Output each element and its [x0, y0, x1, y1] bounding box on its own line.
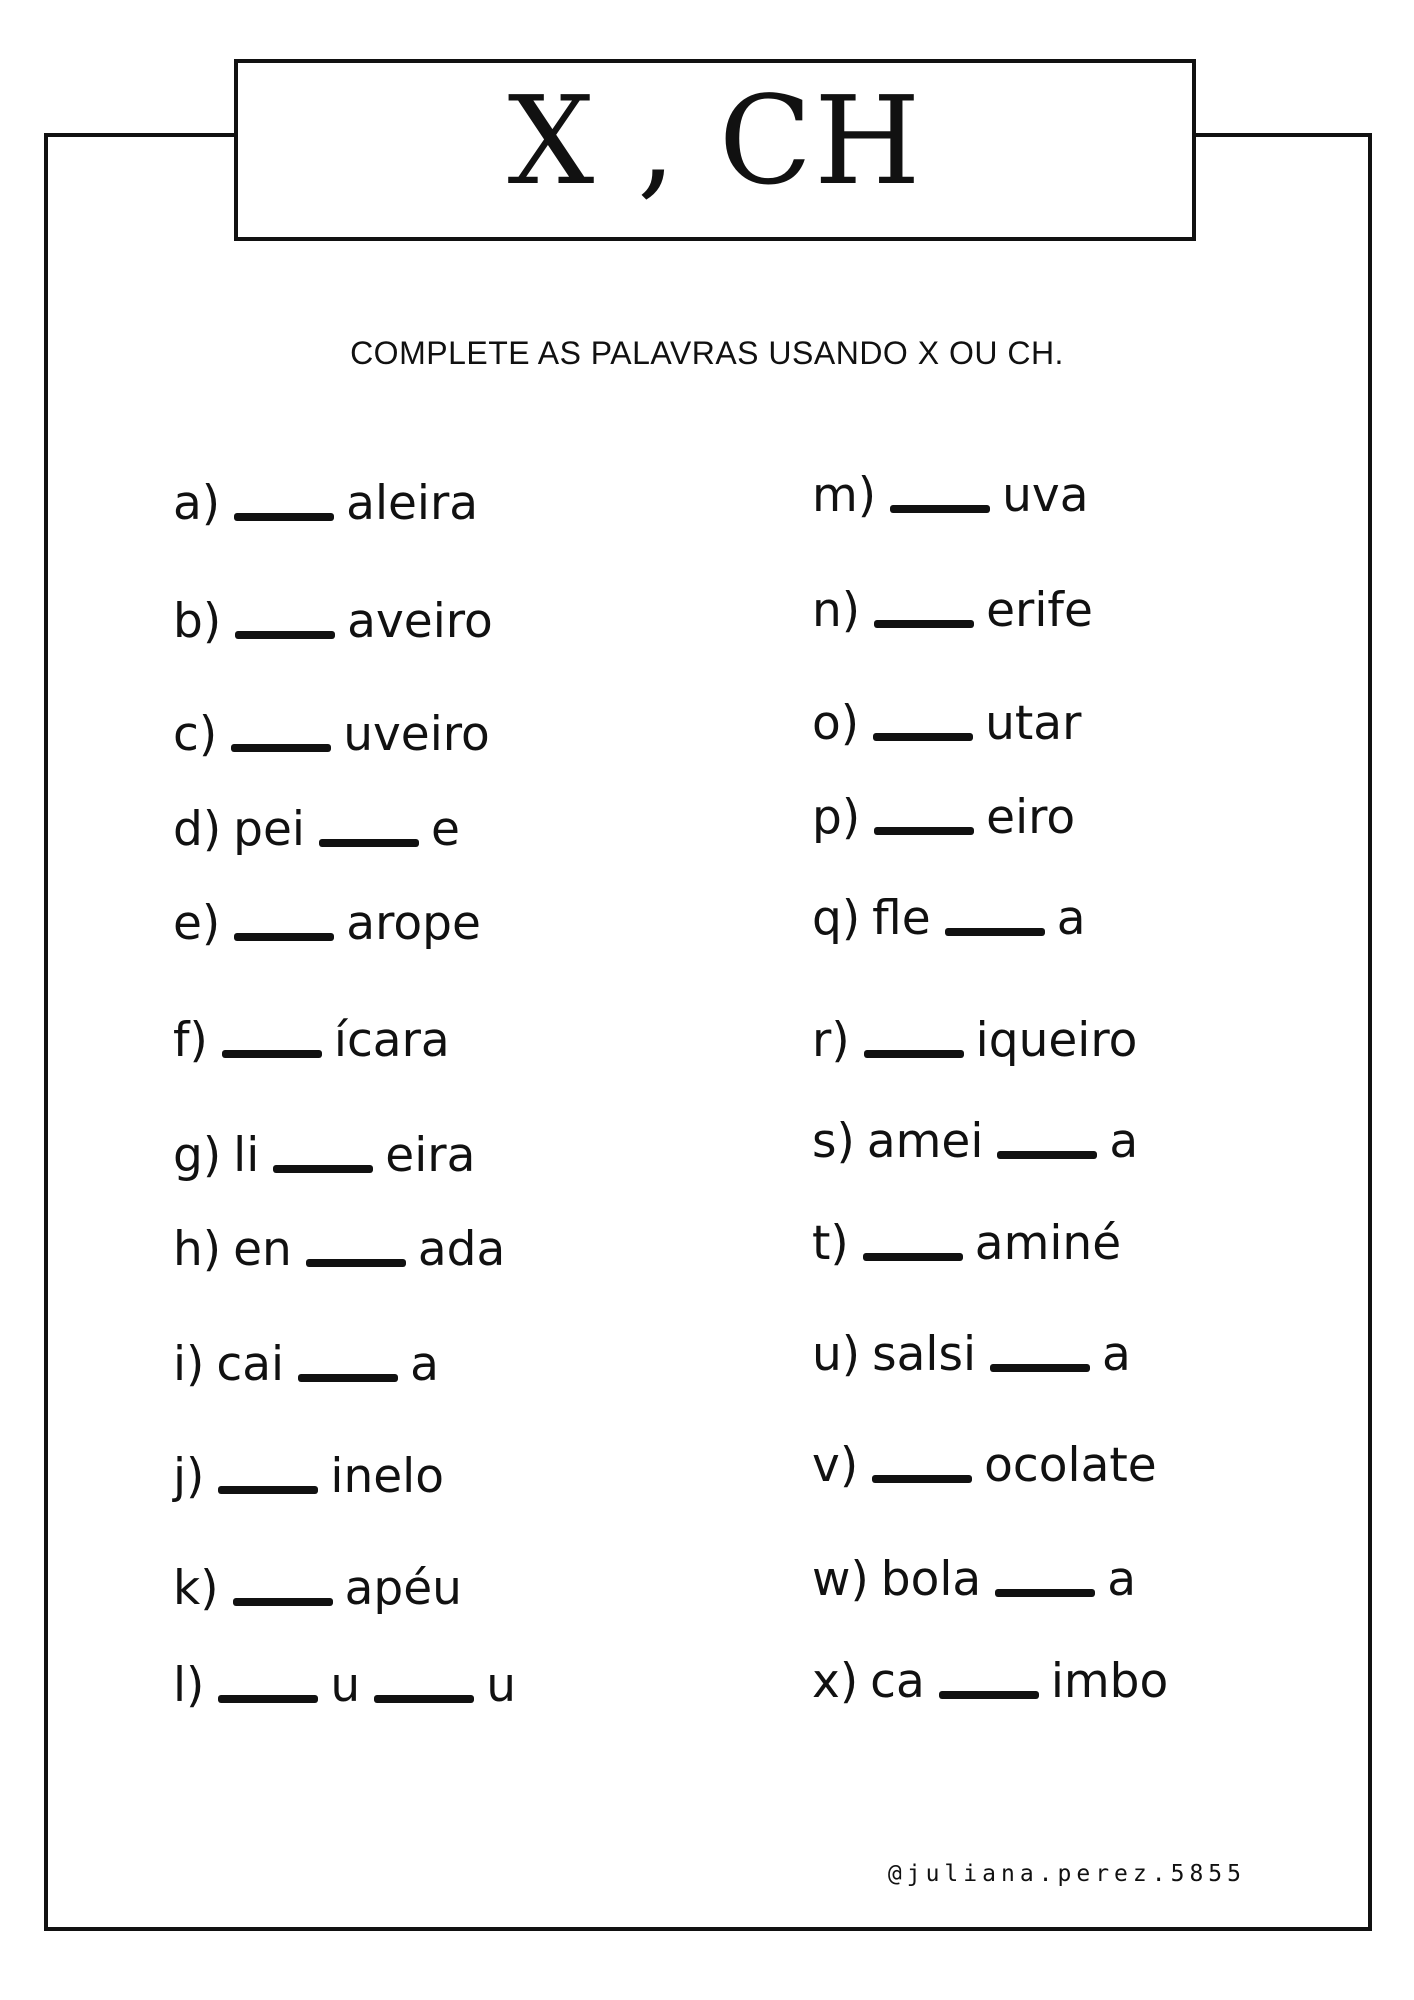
item-label: m)	[812, 468, 877, 523]
word-fragment: a	[1107, 1552, 1137, 1607]
word-fragment: ada	[417, 1222, 506, 1277]
answer-blank[interactable]	[995, 1589, 1095, 1597]
answer-blank[interactable]	[218, 1486, 318, 1494]
answer-blank[interactable]	[233, 1598, 333, 1606]
answer-blank[interactable]	[235, 631, 335, 639]
exercise-item	[173, 707, 490, 762]
word-fragment: a	[1056, 891, 1086, 946]
item-label: s)	[812, 1114, 855, 1169]
answer-blank[interactable]	[273, 1165, 373, 1173]
word-fragment: amei	[866, 1114, 984, 1169]
exercise-item	[812, 1438, 1157, 1493]
item-label: c)	[173, 707, 218, 762]
item-label: w)	[812, 1552, 869, 1607]
exercise-item	[173, 896, 481, 951]
item-label: o)	[812, 696, 860, 751]
answer-blank[interactable]	[374, 1695, 474, 1703]
answer-blank[interactable]	[874, 827, 974, 835]
word-fragment: li	[233, 1128, 260, 1183]
exercise-item	[812, 1654, 1169, 1709]
word-fragment: erife	[986, 583, 1093, 638]
instruction-text: COMPLETE AS PALAVRAS USANDO X OU CH.	[350, 335, 1064, 371]
exercise-item	[812, 468, 1089, 523]
exercise-item	[812, 1327, 1131, 1382]
title-box	[234, 59, 1196, 241]
word-fragment: utar	[985, 696, 1082, 751]
word-fragment: ca	[870, 1654, 925, 1709]
answer-blank[interactable]	[890, 505, 990, 513]
word-fragment: uveiro	[343, 707, 490, 762]
answer-blank[interactable]	[234, 933, 334, 941]
item-label: f)	[173, 1013, 208, 1068]
word-fragment: uva	[1002, 468, 1089, 523]
answer-blank[interactable]	[874, 620, 974, 628]
answer-blank[interactable]	[234, 513, 334, 521]
item-label: k)	[173, 1561, 219, 1616]
word-fragment: inelo	[330, 1449, 444, 1504]
item-label: d)	[173, 802, 222, 857]
item-label: a)	[173, 476, 221, 531]
item-label: l)	[173, 1658, 205, 1713]
word-fragment: cai	[216, 1337, 285, 1392]
exercise-item	[812, 1216, 1122, 1271]
item-label: h)	[173, 1222, 222, 1277]
word-fragment: apéu	[344, 1561, 462, 1616]
word-fragment: aveiro	[347, 594, 493, 649]
exercise-item	[173, 1337, 439, 1392]
exercise-item	[173, 1128, 476, 1183]
exercise-item	[812, 1114, 1139, 1169]
item-label: p)	[812, 790, 861, 845]
word-fragment: ícara	[333, 1013, 450, 1068]
word-fragment: en	[233, 1222, 292, 1277]
word-fragment: iqueiro	[975, 1013, 1138, 1068]
answer-blank[interactable]	[939, 1691, 1039, 1699]
author-handle: @juliana.perez.5855	[887, 1861, 1246, 1887]
word-fragment: a	[1109, 1114, 1139, 1169]
word-fragment: bola	[880, 1552, 982, 1607]
item-label: j)	[173, 1449, 205, 1504]
answer-blank[interactable]	[863, 1253, 963, 1261]
word-fragment: aleira	[346, 476, 479, 531]
answer-blank[interactable]	[298, 1374, 398, 1382]
word-fragment: aminé	[974, 1216, 1122, 1271]
answer-blank[interactable]	[306, 1259, 406, 1267]
answer-blank[interactable]	[319, 839, 419, 847]
word-fragment: u	[486, 1658, 516, 1713]
item-label: g)	[173, 1128, 222, 1183]
answer-blank[interactable]	[945, 928, 1045, 936]
word-fragment: arope	[346, 896, 481, 951]
item-label: q)	[812, 891, 861, 946]
word-fragment: ocolate	[984, 1438, 1157, 1493]
exercise-item	[812, 696, 1082, 751]
item-label: i)	[173, 1337, 205, 1392]
exercise-item	[173, 1013, 450, 1068]
answer-blank[interactable]	[222, 1050, 322, 1058]
answer-blank[interactable]	[997, 1151, 1097, 1159]
answer-blank[interactable]	[231, 744, 331, 752]
word-fragment: salsi	[872, 1327, 977, 1382]
exercise-item	[812, 583, 1093, 638]
exercise-item	[173, 1449, 444, 1504]
word-fragment: eira	[385, 1128, 476, 1183]
exercise-item	[173, 594, 493, 649]
exercise-item	[173, 476, 479, 531]
word-fragment: eiro	[986, 790, 1076, 845]
item-label: b)	[173, 594, 222, 649]
worksheet-title: X , CH	[507, 70, 923, 212]
exercise-item	[173, 1561, 462, 1616]
item-label: x)	[812, 1654, 859, 1709]
word-fragment: a	[1102, 1327, 1131, 1382]
exercise-item	[812, 1013, 1138, 1068]
item-label: r)	[812, 1013, 850, 1068]
answer-blank[interactable]	[872, 1475, 972, 1483]
answer-blank[interactable]	[990, 1364, 1090, 1372]
item-label: t)	[812, 1216, 849, 1271]
exercise-item	[173, 1658, 516, 1713]
item-label: v)	[812, 1438, 859, 1493]
word-fragment: imbo	[1050, 1654, 1169, 1709]
word-fragment: e	[430, 802, 460, 857]
exercise-item	[812, 1552, 1137, 1607]
item-label: n)	[812, 583, 861, 638]
word-fragment: fle	[872, 891, 931, 946]
exercise-item	[812, 790, 1076, 845]
answer-blank[interactable]	[864, 1050, 964, 1058]
exercise-item	[812, 891, 1086, 946]
word-fragment: a	[410, 1337, 439, 1392]
word-fragment: pei	[233, 802, 305, 857]
answer-blank[interactable]	[218, 1695, 318, 1703]
item-label: u)	[812, 1327, 861, 1382]
answer-blank[interactable]	[873, 733, 973, 741]
item-label: e)	[173, 896, 221, 951]
exercise-item	[173, 802, 460, 857]
exercise-item	[173, 1222, 506, 1277]
word-fragment: u	[330, 1658, 361, 1713]
